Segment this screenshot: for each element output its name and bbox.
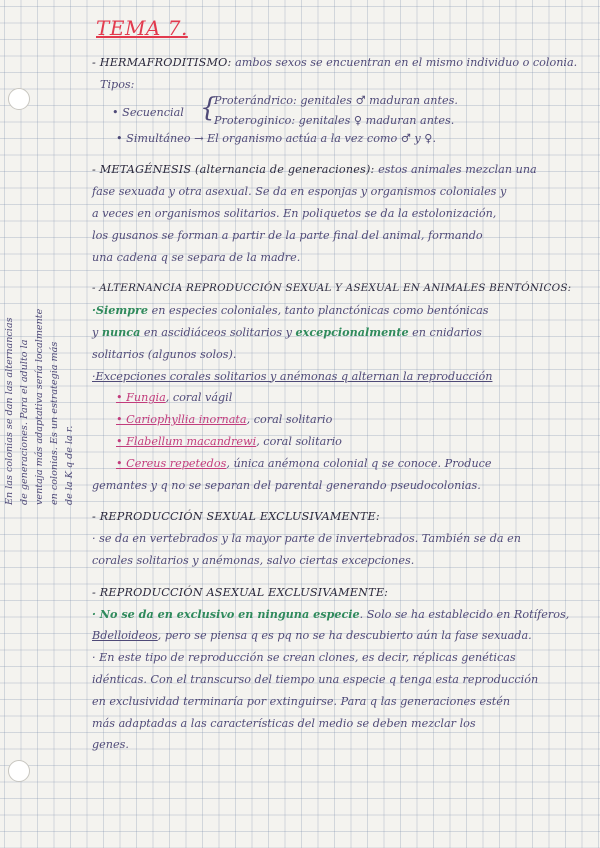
binder-hole: [8, 88, 30, 110]
section-heading: - REPRODUCCIÓN ASEXUAL EXCLUSIVAMENTE:: [92, 585, 389, 599]
example-item: [92, 431, 580, 453]
keyword-no-se-da: · No se da en exclusivo en ninguna especie: [92, 606, 360, 621]
proterandrico-text: Proterándrico: genitales ♂ maduran antes.: [214, 93, 458, 107]
example-item: [92, 409, 580, 431]
asexual-line: [92, 604, 580, 626]
keyword-nunca: nunca: [101, 324, 141, 339]
side-note: [2, 275, 77, 505]
side-note-line: de la K q de la r.: [64, 425, 75, 505]
species-desc: , coral vágil: [165, 391, 233, 405]
section-heading: - HERMAFRODITISMO:: [92, 56, 232, 69]
keyword-excepcionalmente: excepcionalmente: [295, 324, 409, 339]
tipos-label: Tipos:: [100, 77, 135, 91]
secuencial-label: • Secuencial: [112, 105, 184, 119]
side-note-line: de generaciones. Para el adulto la: [19, 339, 30, 505]
species-name: • Flabellum macandrewi: [116, 434, 257, 448]
species-name: Bdelloideos: [92, 629, 158, 643]
species-desc: , única anémona colonial q se conoce. Produce: [226, 456, 492, 470]
text: en especies coloniales, tanto planctónicas como bentónicas: [151, 304, 489, 318]
section-text: estos animales mezclan una: [378, 163, 537, 177]
section-heading: - METAGÉNESIS (alternancia de generaciones):: [92, 163, 375, 177]
notes-body: [92, 52, 580, 756]
text: en ascidiáceos solitarios y: [143, 325, 292, 339]
section-text: ambos sexos se encuentran en el mismo individuo o colonia.: [235, 56, 578, 69]
species-desc: , coral solitario: [246, 413, 333, 427]
alternancia-line: [92, 322, 580, 344]
side-note-line: ventaja más adaptativa sería localmente: [34, 308, 45, 505]
metagenesis-line: los gusanos se forman a partir de la parte final del animal, formando: [92, 228, 483, 242]
page-title: TEMA 7.: [96, 16, 188, 40]
section-heading: - REPRODUCCIÓN SEXUAL EXCLUSIVAMENTE:: [92, 510, 380, 524]
example-continuation: gemantes y q no se separan del parental generando pseudocolonias.: [92, 478, 481, 492]
species-name: • Cereus repetedos: [116, 456, 227, 470]
text: y: [92, 325, 99, 339]
example-item: [92, 453, 580, 475]
asexual-line: genes.: [92, 738, 129, 752]
alternancia-line: [92, 300, 580, 322]
binder-hole: [8, 760, 30, 782]
metagenesis-line: una cadena q se separa de la madre.: [92, 250, 301, 264]
alternancia-line: solitarios (algunos solos).: [92, 347, 237, 361]
section-heading: - ALTERNANCIA REPRODUCCIÓN SEXUAL Y ASEXUAL EN ANIMALES BENTÓNICOS:: [92, 282, 572, 295]
excepciones-line: ·Excepciones corales solitarios y anémonas q alternan la reproducción: [92, 369, 493, 383]
side-note-line: en colonias. Es un estrategia más: [49, 341, 60, 505]
text: en cnidarios: [412, 325, 482, 339]
species-name: • Cariophyllia inornata: [116, 413, 247, 427]
asexual-line: idénticas. Con el transcurso del tiempo una especie q tenga esta reproducción: [92, 672, 539, 686]
asexual-line: [92, 625, 580, 647]
sexual-line: corales solitarios y anémonas, salvo ciertas excepciones.: [92, 553, 415, 567]
metagenesis-line: a veces en organismos solitarios. En poliquetos se da la estolonización,: [92, 206, 497, 220]
sexual-line: · se da en vertebrados y la mayor parte de invertebrados. También se da en: [92, 532, 521, 546]
text: , pero se piensa q es pq no se ha descubierto aún la fase sexuada.: [157, 629, 532, 643]
secuencial-block: [92, 92, 580, 128]
section-metagenesis: [92, 159, 580, 181]
asexual-line: en exclusividad terminaría por extinguirse. Para q las generaciones estén: [92, 694, 511, 708]
species-name: • Fungia: [116, 391, 166, 405]
species-desc: , coral solitario: [256, 434, 342, 448]
proteroginico-text: Proteroginico: genitales ♀ maduran antes.: [214, 113, 455, 127]
section-hermafroditismo: [92, 52, 580, 74]
side-note-line: En las colonias se dan las alternancias: [4, 317, 15, 505]
asexual-line: más adaptadas a las características del medio se deben mezclar los: [92, 716, 476, 730]
asexual-line: · En este tipo de reproducción se crean clones, es decir, réplicas genéticas: [92, 651, 516, 665]
brace-icon: {: [200, 92, 217, 123]
simultaneo-text: • Simultáneo → El organismo actúa a la vez como ♂ y ♀.: [116, 131, 437, 145]
metagenesis-line: fase sexuada y otra asexual. Se da en esponjas y organismos coloniales y: [92, 185, 507, 199]
keyword-siempre: ·Siempre: [92, 303, 149, 318]
text: . Solo se ha establecido en Rotíferos,: [359, 607, 570, 621]
example-item: [92, 387, 580, 409]
